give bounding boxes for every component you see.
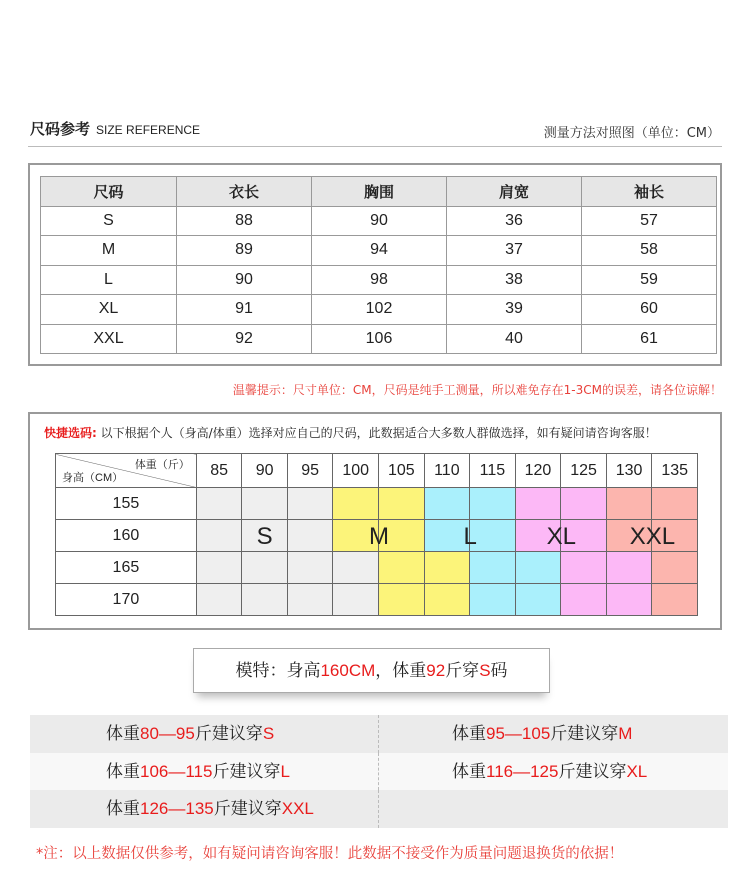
size-row — [41, 236, 717, 266]
size-cell: 94 — [312, 236, 447, 266]
weight-header: 130 — [606, 454, 652, 488]
size-cell: L — [41, 265, 177, 295]
size-cell: XXL — [41, 324, 177, 354]
size-cell: 98 — [312, 265, 447, 295]
size-cell: 39 — [447, 295, 582, 325]
size-table — [40, 176, 717, 354]
size-grid-cell — [379, 584, 425, 616]
size-grid-cell — [379, 552, 425, 584]
height-header: 170 — [56, 584, 197, 616]
size-grid-cell — [369, 520, 425, 552]
size-grid-cell — [561, 552, 607, 584]
weight-header: 115 — [470, 454, 516, 488]
size-grid-cell — [287, 584, 333, 616]
size-cell: XL — [41, 295, 177, 325]
weight-header: 120 — [515, 454, 561, 488]
model-weight: 92 — [426, 661, 446, 680]
size-cell: 37 — [447, 236, 582, 266]
size-grid-cell — [652, 552, 698, 584]
size-cell: 60 — [582, 295, 717, 325]
quick-select-box — [28, 412, 722, 630]
size-grid-cell — [629, 520, 698, 552]
size-label: XL — [546, 523, 576, 550]
size-grid-cell — [606, 488, 652, 520]
height-row — [56, 520, 698, 552]
grid-header-row — [56, 454, 698, 488]
size-grid-cell — [333, 552, 379, 584]
model-height: 160CM — [320, 661, 376, 680]
height-axis-label: 身高（CM） — [62, 472, 124, 484]
size-label: L — [463, 523, 477, 550]
weight-axis-label: 体重（斤） — [134, 459, 190, 471]
size-grid-cell — [515, 488, 561, 520]
recommendation: 体重80—95斤建议穿S — [30, 715, 379, 753]
size-grid-cell — [242, 520, 288, 552]
weight-header: 105 — [379, 454, 425, 488]
size-grid-cell — [196, 584, 242, 616]
size-cell: 88 — [177, 206, 312, 236]
model-size: S — [479, 661, 491, 680]
size-grid-cell — [196, 520, 242, 552]
weight-header: 135 — [652, 454, 698, 488]
recommendation: 体重106—115斤建议穿L — [30, 753, 379, 791]
size-grid-cell — [470, 584, 516, 616]
size-header-cell: 胸围 — [312, 177, 447, 207]
size-cell: 36 — [447, 206, 582, 236]
recommendation-row — [30, 753, 728, 791]
size-grid-cell — [561, 488, 607, 520]
recommendation-list — [30, 715, 728, 828]
size-grid-cell — [196, 488, 242, 520]
size-cell: M — [41, 236, 177, 266]
size-cell: 59 — [582, 265, 717, 295]
model-prefix: 模特：身高 — [235, 661, 321, 681]
weight-header: 85 — [196, 454, 242, 488]
warning-text: 温馨提示：尺寸单位：CM，尺码是纯手工测量，所以难免存在1-3CM的误差，请各位谅解！ — [232, 383, 722, 397]
size-grid-cell — [287, 552, 333, 584]
height-header: 160 — [56, 520, 197, 552]
size-grid-cell — [333, 584, 379, 616]
size-cell: 102 — [312, 295, 447, 325]
model-info — [193, 648, 550, 693]
size-grid-cell — [242, 552, 288, 584]
size-cell: 57 — [582, 206, 717, 236]
size-grid-cell — [652, 584, 698, 616]
size-header-cell: 袖长 — [582, 177, 717, 207]
size-grid-cell — [242, 488, 288, 520]
size-grid-cell — [470, 488, 516, 520]
size-row — [41, 265, 717, 295]
size-grid-cell — [424, 584, 470, 616]
size-grid-cell — [606, 584, 652, 616]
size-grid-cell — [242, 584, 288, 616]
size-grid-cell — [561, 584, 607, 616]
size-grid-cell — [287, 488, 333, 520]
size-grid-cell — [379, 488, 425, 520]
size-grid-cell — [333, 488, 379, 520]
measure-method-label: 测量方法对照图（单位：CM） — [543, 126, 720, 141]
size-grid-cell — [287, 520, 333, 552]
height-row — [56, 552, 698, 584]
size-grid-cell — [515, 584, 561, 616]
size-header-row — [41, 177, 717, 207]
model-mid: ，体重 — [375, 661, 427, 681]
size-grid-cell — [424, 488, 470, 520]
weight-header: 100 — [333, 454, 379, 488]
title-cn: 尺码参考 — [30, 120, 91, 138]
size-grid-cell — [470, 552, 516, 584]
size-label: S — [256, 523, 273, 550]
size-cell: 58 — [582, 236, 717, 266]
divider — [28, 146, 722, 147]
size-cell: 89 — [177, 236, 312, 266]
recommendation: 体重116—125斤建议穿XL — [452, 761, 648, 782]
size-label: M — [369, 523, 390, 550]
size-header-cell: 肩宽 — [447, 177, 582, 207]
page-title — [30, 118, 200, 139]
height-header: 155 — [56, 488, 197, 520]
size-grid-cell — [652, 488, 698, 520]
recommendation-row — [30, 715, 728, 753]
height-row — [56, 488, 698, 520]
size-row — [41, 295, 717, 325]
weight-header: 110 — [424, 454, 470, 488]
quick-select-label: 快捷选码: — [44, 426, 97, 440]
recommendation-row — [30, 790, 728, 828]
weight-header: 95 — [287, 454, 333, 488]
size-cell: 92 — [177, 324, 312, 354]
size-cell: 90 — [177, 265, 312, 295]
size-row — [41, 206, 717, 236]
recommendation: 体重126—135斤建议穿XXL — [30, 790, 379, 828]
size-header-cell: 尺码 — [41, 177, 177, 207]
size-row — [41, 324, 717, 354]
size-label: XXL — [629, 523, 676, 550]
size-grid-cell — [196, 552, 242, 584]
size-cell: 91 — [177, 295, 312, 325]
size-grid-cell — [463, 520, 516, 552]
height-row — [56, 584, 698, 616]
size-cell: 38 — [447, 265, 582, 295]
size-header-cell: 衣长 — [177, 177, 312, 207]
model-suffix: 码 — [490, 661, 508, 681]
size-cell: 90 — [312, 206, 447, 236]
quick-select-title — [44, 424, 657, 441]
size-grid — [55, 453, 698, 616]
title-en: SIZE REFERENCE — [96, 123, 201, 137]
recommendation: 体重95—105斤建议穿M — [452, 724, 633, 744]
model-mid2: 斤穿 — [445, 661, 480, 681]
height-header: 165 — [56, 552, 197, 584]
size-cell: 106 — [312, 324, 447, 354]
size-grid-cell — [606, 552, 652, 584]
size-cell: S — [41, 206, 177, 236]
weight-header: 90 — [242, 454, 288, 488]
grid-corner — [56, 454, 197, 488]
size-grid-cell — [515, 552, 561, 584]
size-table-box — [28, 163, 722, 366]
size-cell: 61 — [582, 324, 717, 354]
footnote: *注：以上数据仅供参考，如有疑问请咨询客服！此数据不接受作为质量问题退换货的依据！ — [36, 846, 624, 862]
weight-header: 125 — [561, 454, 607, 488]
size-grid-cell — [424, 552, 470, 584]
size-cell: 40 — [447, 324, 582, 354]
size-grid-cell — [546, 520, 607, 552]
quick-select-text: 以下根据个人（身高/体重）选择对应自己的尺码，此数据适合大多数人群做选择，如有疑问请咨询客服！ — [100, 426, 657, 440]
recommendation-empty — [379, 790, 728, 828]
